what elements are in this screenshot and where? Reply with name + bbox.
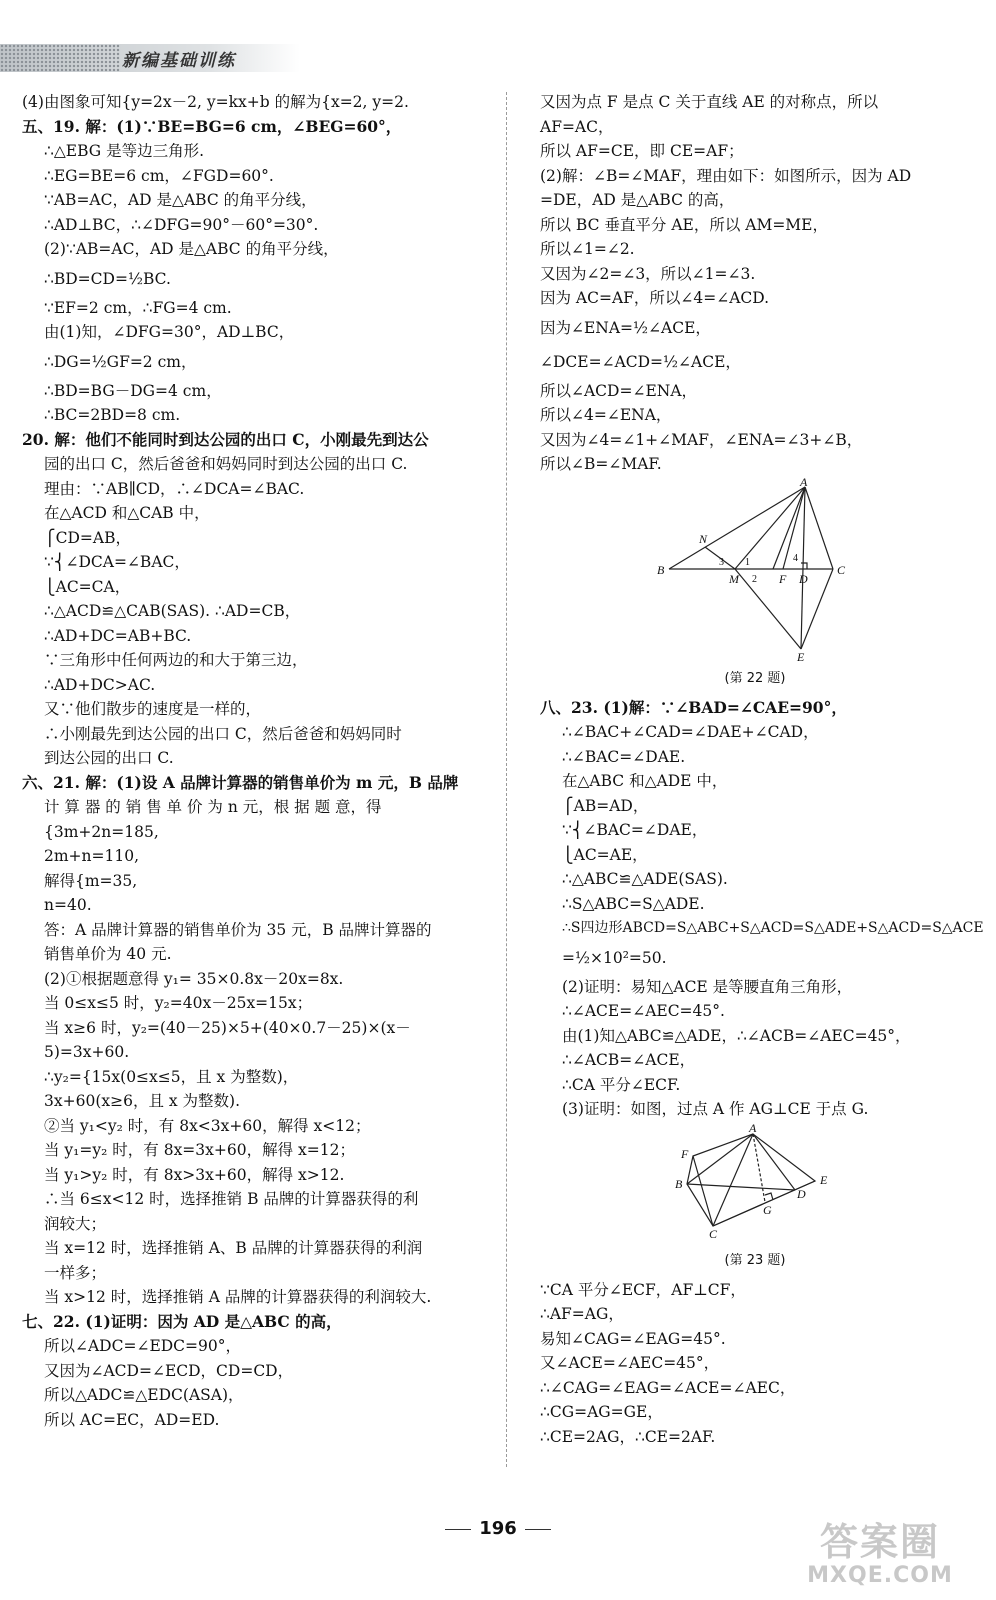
answer-line: ∴∠ACE=∠AEC=45°. [562, 1002, 725, 1020]
answer-line: ∵EF=2 cm，∴FG=4 cm. [44, 298, 232, 317]
answer-line: 当 y₁=y₂ 时，有 8x=3x+60，解得 x=12； [44, 1141, 355, 1159]
figure-23-diagram [665, 1120, 845, 1241]
answer-line: 又因为∠2=∠3，所以∠1=∠3. [540, 264, 756, 283]
answer-line: ∵AB=AC，AD 是△ABC 的角平分线， [44, 191, 317, 209]
answer-line: =½×10²=50. [562, 948, 667, 967]
answer-line: 所以∠ACD=∠ENA， [540, 381, 698, 400]
answer-line: ∴△EBG 是等边三角形. [44, 142, 205, 160]
answer-line: ∵⎨∠DCA=∠BAC， [44, 553, 190, 571]
answer-line: ∴AF=AG， [540, 1305, 624, 1323]
answer-line: ∴AD+DC>AC. [44, 675, 156, 694]
answer-line: 园的出口 C，然后爸爸和妈妈同时到达公园的出口 C. [44, 455, 408, 473]
fig23-label-f: F [681, 1146, 689, 1161]
watermark-line2: MXQE.COM [807, 1563, 953, 1588]
page-number-dash-left [445, 1529, 471, 1530]
answer-line: 答：A 品牌计算器的销售单价为 35 元，B 品牌计算器的 [44, 920, 432, 939]
answer-line: 当 0≤x≤5 时，y₂=40x－25x=15x； [44, 994, 313, 1012]
answer-line: ∴AD⊥BC，∴∠DFG=90°－60°=30°. [44, 215, 319, 234]
answer-line: 又因为∠ACD=∠ECD，CD=CD， [44, 1361, 294, 1380]
answer-line: 所以∠B=∠MAF. [540, 455, 662, 473]
answer-line: (2)∵AB=AC，AD 是△ABC 的角平分线， [44, 240, 339, 258]
answer-line: ∴S△ABC=S△ADE. [562, 894, 705, 913]
answer-line: ∴CG=AG=GE， [540, 1403, 663, 1421]
answer-line: ∴DG=½GF=2 cm， [44, 352, 197, 371]
fig23-label-e: E [820, 1172, 828, 1187]
fig22-label-f: F [779, 571, 787, 586]
answer-line: 六、21. 解：(1)设 A 品牌计算器的销售单价为 m 元，B 品牌 [22, 772, 459, 792]
answer-line: 计 算 器 的 销 售 单 价 为 n 元，根 据 题 意，得 [44, 798, 382, 816]
answer-line: 解得{m=35, [44, 871, 138, 890]
answer-line: ∴AD+DC=AB+BC. [44, 626, 192, 645]
answer-line: {3m+2n=185, [44, 822, 159, 841]
figure-22 [540, 474, 970, 664]
answer-line: ∴∠BAC=∠DAE. [562, 747, 686, 766]
answer-line: 由(1)知，∠DFG=30°，AD⊥BC， [44, 323, 295, 341]
fig22-angle-1: 1 [745, 556, 750, 568]
answer-line: ∴BD=CD=½BC. [44, 269, 171, 288]
answer-line: 八、23. (1)解：∵∠BAD=∠CAE=90°， [540, 697, 847, 717]
answer-line: 在△ACD 和△CAB 中， [44, 504, 210, 522]
figure-22-diagram [655, 474, 855, 664]
answer-line: (2)①根据题意得 y₁= 35×0.8x－20x=8x. [44, 969, 344, 988]
answer-line: 到达公园的出口 C. [44, 749, 174, 767]
answer-line: ∵三角形中任何两边的和大于第三边， [44, 651, 308, 669]
answer-line: 所以∠1=∠2. [540, 240, 635, 258]
answer-line: 所以∠4=∠ENA， [540, 406, 672, 424]
answer-line: ∴BC=2BD=8 cm. [44, 406, 181, 424]
answer-line: 当 x=12 时，选择推销 A、B 品牌的计算器获得的利润 [44, 1239, 423, 1257]
answer-line: 因为 AC=AF，所以∠4=∠ACD. [540, 289, 770, 307]
answer-line: 当 x≥6 时，y₂=(40－25)×5+(40×0.7－25)×(x－ [44, 1018, 411, 1037]
answer-line: ∵⎨∠BAC=∠DAE， [562, 821, 708, 839]
fig23-label-d: D [797, 1186, 806, 1201]
answer-line: (4)由图象可知{y=2x－2, y=kx+b 的解为{x=2, y=2. [22, 93, 409, 111]
figure-23-caption: (第 23 题) [724, 1253, 786, 1268]
fig22-angle-2: 2 [752, 573, 757, 585]
answer-line: ⎧AB=AD， [562, 796, 649, 815]
answer-line: ∴CA 平分∠ECF. [562, 1075, 681, 1094]
answer-line: ∴△ACD≌△CAB(SAS). ∴AD=CB， [44, 602, 301, 620]
answer-line: ∴BD=BG－DG=4 cm， [44, 381, 222, 400]
fig22-label-d: D [799, 571, 808, 586]
figure-23 [540, 1120, 970, 1246]
answer-line: ∴CE=2AG，∴CE=2AF. [540, 1427, 716, 1446]
answer-line: ∴∠ACB=∠ACE， [562, 1051, 696, 1069]
answer-line: 当 x>12 时，选择推销 A 品牌的计算器获得的利润较大. [44, 1288, 432, 1306]
answer-line: ②当 y₁<y₂ 时，有 8x<3x+60，解得 x<12； [44, 1116, 371, 1135]
fig22-label-a: A [800, 474, 808, 489]
answer-line: ∴EG=BE=6 cm，∠FGD=60°. [44, 166, 274, 185]
column-divider [506, 92, 507, 1467]
fig22-label-e: E [797, 649, 805, 664]
left-column [22, 90, 480, 1432]
answer-line: ⎩AC=CA， [44, 577, 131, 596]
answer-line: 五、19. 解：(1)∵BE=BG=6 cm，∠BEG=60°， [22, 116, 402, 136]
fig22-angle-4: 4 [793, 552, 798, 564]
answer-line: 所以 BC 垂直平分 AE，所以 AM=ME， [540, 215, 828, 234]
fig22-angle-3: 3 [719, 556, 724, 568]
fig22-label-c: C [837, 562, 846, 577]
answer-line: ∴∠BAC+∠CAD=∠DAE+∠CAD， [562, 723, 819, 741]
fig23-label-c: C [709, 1226, 718, 1241]
header-title: 新编基础训练 [122, 51, 236, 71]
answer-line: 理由：∵AB∥CD，∴∠DCA=∠BAC. [44, 479, 305, 498]
answer-line: ∠DCE=∠ACD=½∠ACE， [540, 352, 741, 371]
answer-line: 又因为点 F 是点 C 关于直线 AE 的对称点，所以 [540, 93, 879, 111]
answer-line: 易知∠CAG=∠EAG=45°. [540, 1329, 726, 1348]
page-number-dash-right [525, 1529, 551, 1530]
answer-line: 当 y₁>y₂ 时，有 8x>3x+60，解得 x>12. [44, 1165, 345, 1184]
fig22-label-m: M [729, 571, 739, 586]
answer-line: 所以∠ADC=∠EDC=90°， [44, 1337, 242, 1355]
fig23-label-b: B [675, 1176, 683, 1191]
watermark-line1: 答案圈 [819, 1520, 940, 1564]
fig23-label-g: G [763, 1202, 772, 1217]
answer-line: ⎩AC=AE， [562, 845, 648, 864]
fig23-label-a: A [749, 1120, 757, 1135]
answer-line: 又∵他们散步的速度是一样的， [44, 700, 262, 718]
fig22-label-n: N [699, 531, 708, 546]
answer-line: ∴△ABC≌△ADE(SAS). [562, 870, 728, 888]
answer-line: 又∠ACE=∠AEC=45°， [540, 1354, 720, 1372]
answer-line: ∴y₂={15x(0≤x≤5，且 x 为整数)， [44, 1067, 299, 1086]
answer-line: (2)解：∠B=∠MAF，理由如下：如图所示，因为 AD [540, 166, 912, 185]
answer-line: 销售单价为 40 元. [44, 945, 172, 963]
answer-line: n=40. [44, 896, 92, 914]
watermark [780, 1520, 980, 1590]
answer-line: ∵CA 平分∠ECF，AF⊥CF， [540, 1280, 746, 1299]
answer-line: ∴S四边形ABCD=S△ABC+S△ACD=S△ADE+S△ACD=S△ACE [562, 920, 984, 936]
answer-line: ∴小刚最先到达公园的出口 C，然后爸爸和妈妈同时 [44, 724, 402, 743]
answer-line: =DE，AD 是△ABC 的高， [540, 191, 735, 209]
answer-line: 所以△ADC≌△EDC(ASA)， [44, 1386, 244, 1404]
answer-line: 因为∠ENA=½∠ACE， [540, 318, 711, 337]
answer-line: 又因为∠4=∠1+∠MAF，∠ENA=∠3+∠B， [540, 430, 863, 449]
answer-line: (2)证明：易知△ACE 是等腰直角三角形， [562, 977, 853, 996]
right-column [540, 90, 984, 1449]
answer-line: 一样多； [44, 1263, 107, 1282]
answer-line: 2m+n=110, [44, 847, 140, 865]
header-dot-pattern [0, 44, 120, 72]
answer-line: (3)证明：如图，过点 A 作 AG⊥CE 于点 G. [562, 1100, 869, 1118]
figure-22-caption: (第 22 题) [724, 671, 786, 686]
answer-line: ∴∠CAG=∠EAG=∠ACE=∠AEC， [540, 1378, 796, 1397]
answer-line: 所以 AF=CE，即 CE=AF； [540, 142, 744, 160]
answer-line: ∴当 6≤x<12 时，选择推销 B 品牌的计算器获得的利 [44, 1190, 419, 1208]
answer-line: 3x+60(x≥6，且 x 为整数). [44, 1092, 241, 1110]
answer-line: 七、22. (1)证明：因为 AD 是△ABC 的高， [22, 1311, 342, 1331]
answer-line: 20. 解：他们不能同时到达公园的出口 C，小刚最先到达公 [22, 429, 429, 449]
fig22-label-b: B [657, 562, 665, 577]
answer-line: 在△ABC 和△ADE 中， [562, 772, 728, 790]
answer-line: ⎧CD=AB， [44, 528, 131, 547]
answer-line: 由(1)知△ABC≌△ADE，∴∠ACB=∠AEC=45°， [562, 1026, 911, 1045]
answer-line: AF=AC， [540, 117, 614, 136]
answer-line: 5)=3x+60. [44, 1043, 130, 1061]
answer-line: 润较大； [44, 1214, 107, 1233]
answer-line: 所以 AC=EC，AD=ED. [44, 1410, 220, 1429]
page-number-text: 196 [479, 1518, 517, 1539]
